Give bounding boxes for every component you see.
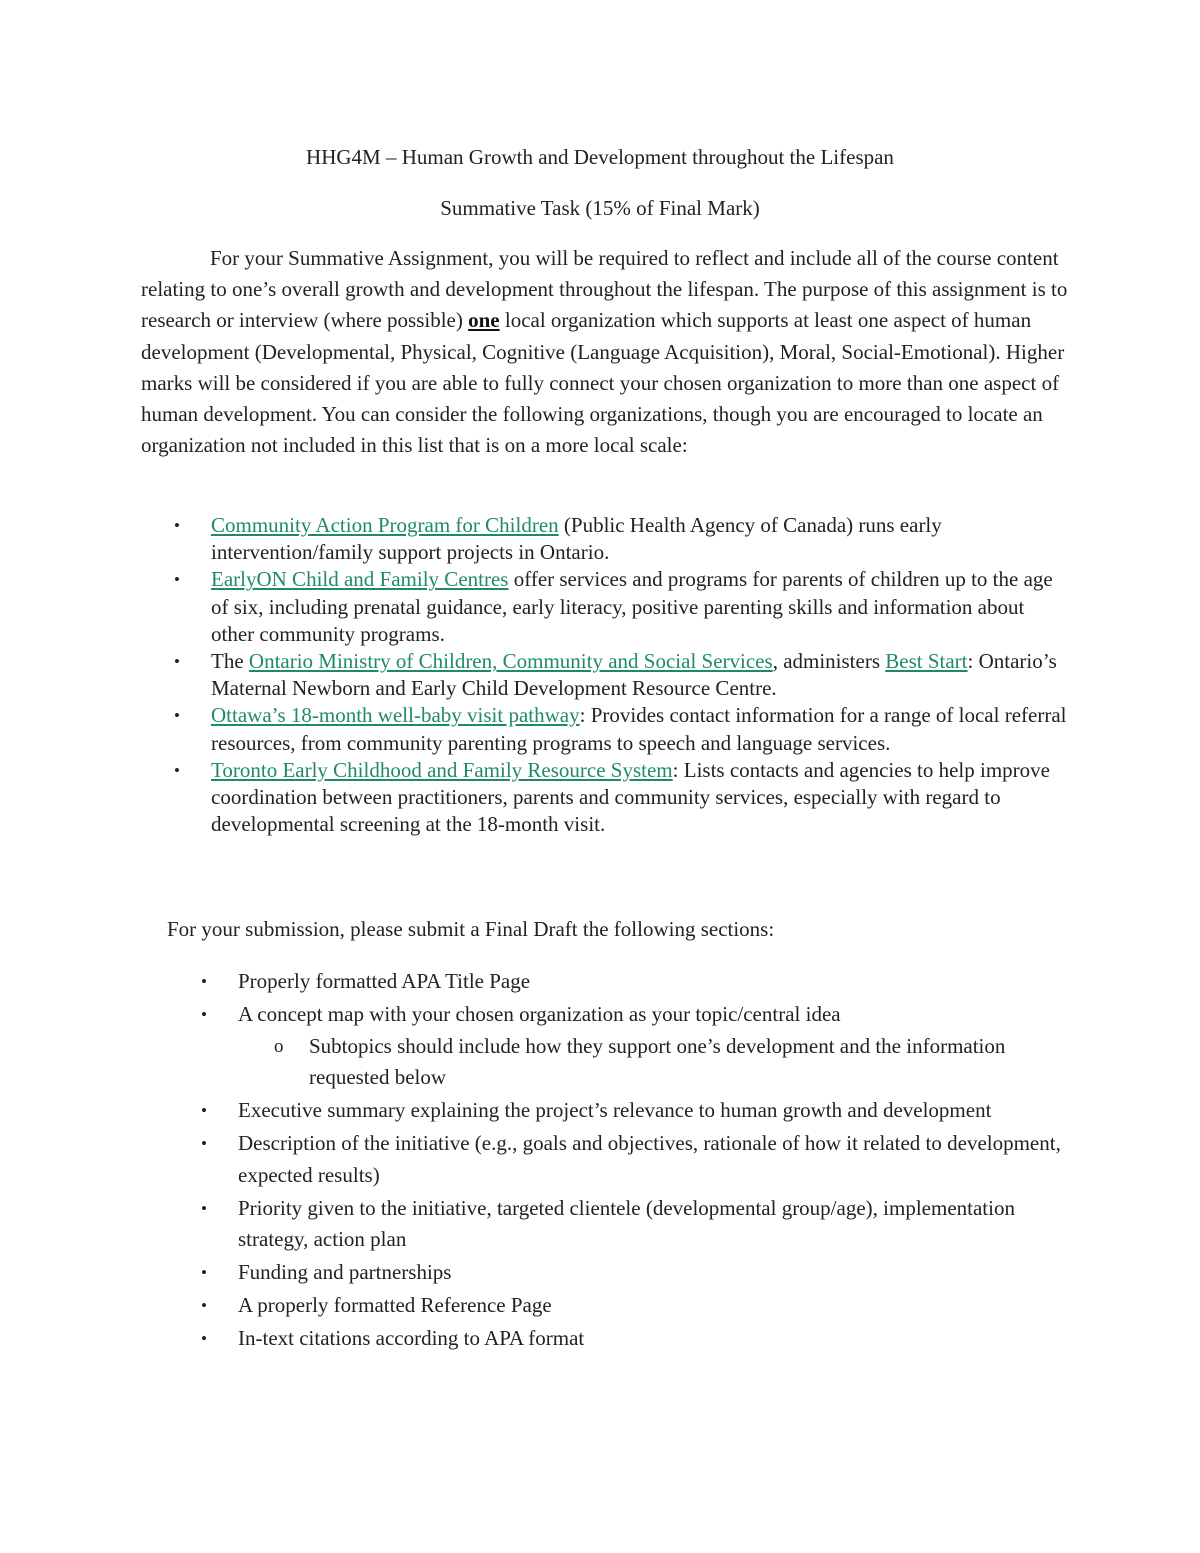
list-item-prefix: The [211,649,249,674]
bullet-icon: • [201,1101,207,1120]
link-earlyon-centres[interactable]: EarlyON Child and Family Centres [211,567,509,592]
bullet-icon: • [201,1296,207,1315]
bullet-icon: • [201,1134,207,1153]
link-ontario-ministry[interactable]: Ontario Ministry of Children, Community and Social Services [248,649,773,674]
sub-list-item [238,1031,1067,1094]
document-subtitle: Summative Task (15% of Final Mark) [440,196,760,220]
document-title: HHG4M – Human Growth and Development throughout the Lifespan [306,145,894,169]
list-item [141,702,1071,756]
bullet-icon: • [174,570,180,590]
list-item-middle: , administers [772,649,886,674]
requirement-text: Properly formatted APA Title Page [238,969,531,993]
bullet-icon: • [174,652,180,672]
list-item [141,512,1071,566]
sub-requirement-text: Subtopics should include how they support one’s development and the information requested below [309,1033,1006,1089]
bullet-icon: • [174,516,180,535]
list-item-text: : Provides contact information for a range of local referral resources, from community parenting programs to speech and language services. [211,703,1067,755]
list-item [167,1290,1067,1322]
bullet-icon: • [201,1005,207,1024]
requirement-text: A properly formatted Reference Page [238,1293,552,1317]
bullet-icon: • [201,1198,207,1218]
intro-text-part1: For your Summative Assignment, you will be required to reflect and include all of the course content relating to one’s overall growth and development throughout the lifespan. The purpose of this assignment is to research or interview (where possible) [141,246,1068,333]
requirement-text: A concept map with your chosen organization as your topic/central idea [238,1002,841,1026]
list-item [141,648,1071,702]
requirement-text: Priority given to the initiative, targeted clientele (developmental group/age), implementation strategy, action plan [238,1195,1015,1251]
link-best-start[interactable]: Best Start [885,649,968,674]
requirements-list [167,966,1067,1356]
list-item [167,1128,1067,1191]
link-community-action-program[interactable]: Community Action Program for Children [211,513,559,537]
link-toronto-resource-system[interactable]: Toronto Early Childhood and Family Resource System [211,757,673,782]
list-item-text: : Lists contacts and agencies to help improve coordination between practitioners, parents and community services, especially with regard to developmental screening at the 18-month visit. [211,757,1050,837]
link-ottawa-pathway[interactable]: Ottawa’s 18-month well-baby visit pathway [211,703,580,728]
list-item [141,566,1071,648]
list-item-text: (Public Health Agency of Canada) runs early intervention/family support projects in Ontario. [211,513,942,565]
bullet-icon: • [201,972,207,991]
list-item [167,1257,1067,1289]
list-item [167,1323,1067,1355]
list-item [141,757,1071,839]
requirement-text: Funding and partnerships [238,1260,452,1284]
intro-text-part2: local organization which supports at least one aspect of human development (Developmental, Physical, Cognitive (Language Acquisition), Moral, Social-Emotional). Higher marks will be considered if you are able to fully connect your chosen organization to more than one aspect of human development. You can consider the following organizations, though you are encouraged to locate an organization not included in this list that is on a more local scale: [141,308,1065,458]
intro-paragraph [141,243,1071,461]
list-item [167,999,1067,1094]
intro-emphasis: one [468,308,500,333]
bullet-icon: • [201,1263,207,1282]
sub-bullet-icon: o [274,1035,284,1057]
organization-list [141,512,1071,838]
requirement-text: Description of the initiative (e.g., goals and objectives, rationale of how it related to development, expected results) [238,1131,1061,1187]
requirement-sublist [238,1031,1067,1094]
requirement-text: In-text citations according to APA format [238,1326,585,1350]
list-item-text: : Ontario’s Maternal Newborn and Early Child Development Resource Centre. [211,649,1057,701]
submission-intro: For your submission, please submit a Final Draft the following sections: [167,917,775,941]
bullet-icon: • [174,760,180,780]
list-item [167,1193,1067,1256]
requirement-text: Executive summary explaining the project’s relevance to human growth and development [238,1098,992,1122]
list-item [167,966,1067,998]
bullet-icon: • [201,1329,207,1348]
list-item [167,1095,1067,1127]
bullet-icon: • [174,706,180,726]
list-item-text: offer services and programs for parents of children up to the age of six, including prenatal guidance, early literacy, positive parenting skills and information about other community programs. [211,567,1053,646]
